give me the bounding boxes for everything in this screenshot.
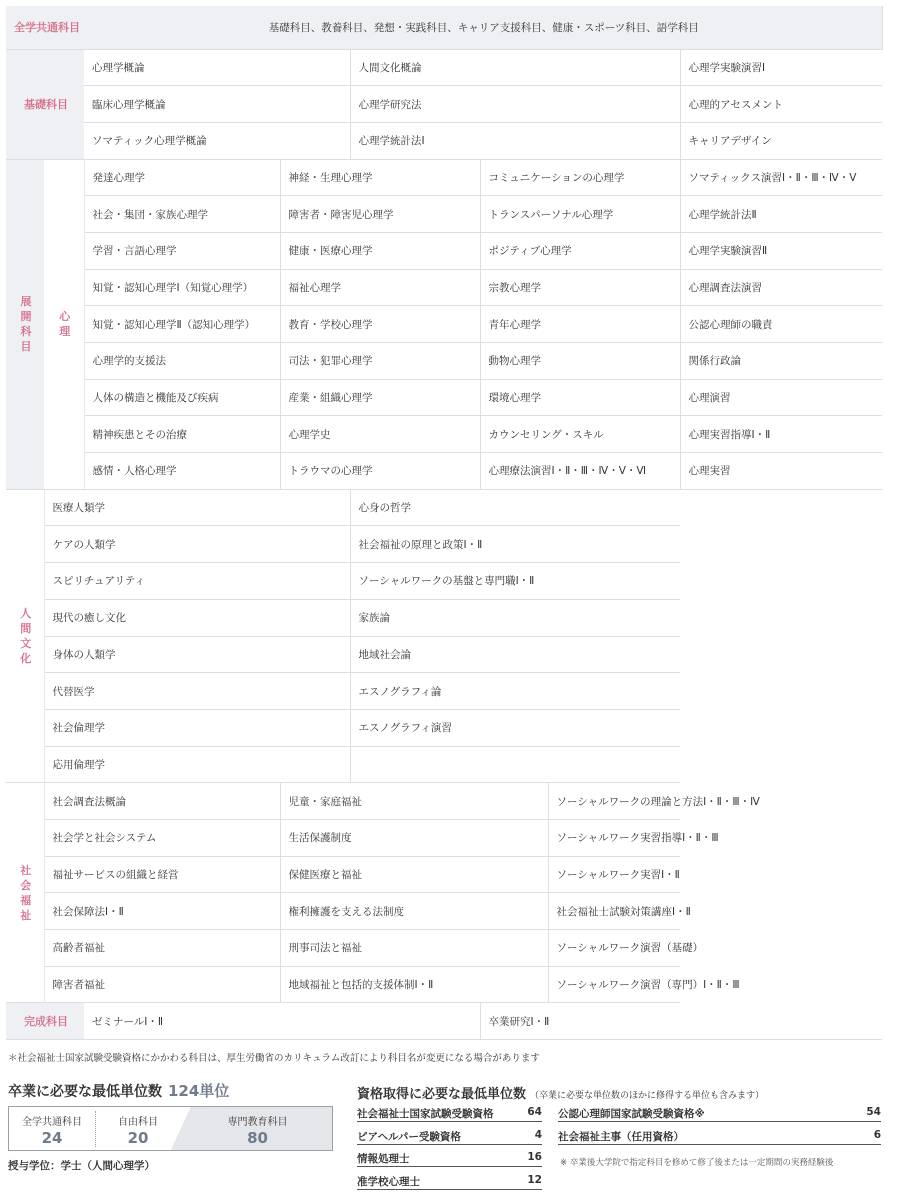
course: 社会福祉士試験対策講座Ⅰ・Ⅱ bbox=[548, 893, 680, 930]
course: 障害者・障害児心理学 bbox=[280, 196, 480, 233]
course-row bbox=[6, 819, 882, 856]
qualification-name: ピアヘルパー受験資格 bbox=[357, 1130, 461, 1143]
course: ケアの人類学 bbox=[44, 526, 350, 563]
course: 心理的アセスメント bbox=[680, 86, 882, 123]
course: ソーシャルワークの理論と方法Ⅰ・Ⅱ・Ⅲ・Ⅳ bbox=[548, 783, 680, 820]
course: 心理調査法演習 bbox=[680, 269, 882, 306]
course-row bbox=[6, 636, 882, 673]
course-row bbox=[6, 783, 882, 820]
qualification-units: 16 bbox=[527, 1151, 542, 1163]
course: 社会学と社会システム bbox=[44, 819, 280, 856]
course-row bbox=[6, 379, 882, 416]
unit-value: 80 bbox=[247, 1129, 268, 1147]
common-row bbox=[6, 6, 882, 49]
course: 心理実習指導Ⅰ・Ⅱ bbox=[680, 416, 882, 453]
course: 地域社会論 bbox=[350, 636, 680, 673]
course: 代替医学 bbox=[44, 673, 350, 710]
completion-label: 完成科目 bbox=[6, 1003, 84, 1040]
qualification-row bbox=[357, 1172, 542, 1190]
course: 福祉サービスの組織と経営 bbox=[44, 856, 280, 893]
course: 生活保護制度 bbox=[280, 819, 548, 856]
quals-note: ※ 卒業後大学院で指定科目を修めて修了後または一定期間の実務経験後 bbox=[560, 1158, 834, 1168]
curriculum-table bbox=[6, 6, 883, 1040]
course-row bbox=[6, 196, 882, 233]
quals-title: 資格取得に必要な最低単位数 bbox=[357, 1087, 527, 1102]
degree-text: 授与学位：学士（人間心理学） bbox=[8, 1160, 155, 1172]
course-row bbox=[6, 709, 882, 746]
course-row bbox=[6, 563, 882, 600]
course: 知覚・認知心理学Ⅰ（知覚心理学） bbox=[84, 269, 280, 306]
course: 権利擁護を支える法制度 bbox=[280, 893, 548, 930]
course: スピリチュアリティ bbox=[44, 563, 350, 600]
welfare-label: 社 会 福 祉 bbox=[6, 783, 44, 1003]
qualification-name: 准学校心理士 bbox=[357, 1175, 420, 1188]
common-text: 基礎科目、教養科目、発想・実践科目、キャリア支援科目、健康・スポーツ科目、語学科目 bbox=[84, 6, 882, 49]
course-row bbox=[6, 746, 882, 783]
course: 卒業研究Ⅰ・Ⅱ bbox=[480, 1003, 882, 1040]
advanced-label: 展 開 科 目 bbox=[6, 159, 44, 489]
course: 臨床心理学概論 bbox=[84, 86, 350, 123]
course-row bbox=[6, 343, 882, 380]
course: 関係行政論 bbox=[680, 343, 882, 380]
course: 環境心理学 bbox=[480, 379, 680, 416]
quals-subtitle: （卒業に必要な単位数のほかに修得する単位も含みます） bbox=[530, 1091, 765, 1101]
unit-value: 20 bbox=[127, 1129, 149, 1147]
course: 社会倫理学 bbox=[44, 709, 350, 746]
course: 心理学実験演習Ⅰ bbox=[680, 49, 882, 86]
grad-heading bbox=[8, 1080, 229, 1101]
qualification-units: 6 bbox=[873, 1128, 881, 1141]
common-label: 全学共通科目 bbox=[6, 6, 84, 49]
unit-cell-common bbox=[9, 1107, 95, 1150]
course: 社会保障法Ⅰ・Ⅱ bbox=[44, 893, 280, 930]
course: 心理学的支援法 bbox=[84, 343, 280, 380]
grad-total: 124単位 bbox=[168, 1082, 230, 1100]
course: 身体の人類学 bbox=[44, 636, 350, 673]
course: ソーシャルワーク演習（基礎） bbox=[548, 930, 680, 967]
course: 社会調査法概論 bbox=[44, 783, 280, 820]
course: 児童・家庭福祉 bbox=[280, 783, 548, 820]
course-row bbox=[6, 526, 882, 563]
course-row bbox=[6, 930, 882, 967]
course-row bbox=[6, 416, 882, 453]
course: 刑事司法と福祉 bbox=[280, 930, 548, 967]
course: 心理実習 bbox=[680, 453, 882, 490]
course: ソーシャルワークの基盤と専門職Ⅰ・Ⅱ bbox=[350, 563, 680, 600]
course-row bbox=[6, 159, 882, 196]
qualification-name: 公認心理師国家試験受験資格※ bbox=[558, 1108, 705, 1120]
course-row bbox=[6, 306, 882, 343]
basic-label: 基礎科目 bbox=[6, 49, 84, 159]
course: 心理学史 bbox=[280, 416, 480, 453]
course: 宗教心理学 bbox=[480, 269, 680, 306]
qualification-units: 4 bbox=[534, 1128, 542, 1141]
course: 高齢者福祉 bbox=[44, 930, 280, 967]
course: 心理演習 bbox=[680, 379, 882, 416]
course-row bbox=[6, 269, 882, 306]
basic-row bbox=[6, 86, 882, 123]
course: コミュニケーションの心理学 bbox=[480, 159, 680, 196]
qualification-units: 64 bbox=[527, 1106, 542, 1118]
course: 公認心理師の職責 bbox=[680, 306, 882, 343]
qualification-row bbox=[558, 1104, 881, 1122]
course bbox=[350, 746, 680, 783]
course: 精神疾患とその治療 bbox=[84, 416, 280, 453]
course: 知覚・認知心理学Ⅱ（認知心理学） bbox=[84, 306, 280, 343]
qualification-row bbox=[357, 1127, 542, 1145]
course: 医療人類学 bbox=[44, 489, 350, 526]
unit-label: 専門教育科目 bbox=[227, 1117, 288, 1128]
basic-row bbox=[6, 122, 882, 159]
course: 発達心理学 bbox=[84, 159, 280, 196]
course: 人間文化概論 bbox=[350, 49, 680, 86]
course: 心理学統計法Ⅰ bbox=[350, 122, 680, 159]
course: 人体の構造と機能及び疾病 bbox=[84, 379, 280, 416]
course-row bbox=[6, 893, 882, 930]
course: 心理療法演習Ⅰ・Ⅱ・Ⅲ・Ⅳ・Ⅴ・Ⅵ bbox=[480, 453, 680, 490]
course: 教育・学校心理学 bbox=[280, 306, 480, 343]
course: ソマティックス演習Ⅰ・Ⅱ・Ⅲ・Ⅳ・Ⅴ bbox=[680, 159, 882, 196]
unit-cell-major bbox=[181, 1107, 334, 1150]
course: 学習・言語心理学 bbox=[84, 232, 280, 269]
unit-label: 自由科目 bbox=[118, 1117, 158, 1128]
course: 心身の哲学 bbox=[350, 489, 680, 526]
course: 家族論 bbox=[350, 599, 680, 636]
course: 保健医療と福祉 bbox=[280, 856, 548, 893]
course: 福祉心理学 bbox=[280, 269, 480, 306]
course: ソーシャルワーク演習（専門）Ⅰ・Ⅱ・Ⅲ bbox=[548, 966, 680, 1003]
course-row bbox=[6, 673, 882, 710]
course: 感情・人格心理学 bbox=[84, 453, 280, 490]
course: 障害者福祉 bbox=[44, 966, 280, 1003]
course: ソーシャルワーク実習指導Ⅰ・Ⅱ・Ⅲ bbox=[548, 819, 680, 856]
basic-row bbox=[6, 49, 882, 86]
course: ソーシャルワーク実習Ⅰ・Ⅱ bbox=[548, 856, 680, 893]
course: 現代の癒し文化 bbox=[44, 599, 350, 636]
quals-heading bbox=[357, 1083, 764, 1102]
qualification-row bbox=[558, 1127, 881, 1145]
course-row bbox=[6, 489, 882, 526]
qualification-name: 社会福祉士国家試験受験資格 bbox=[357, 1108, 494, 1120]
course: カウンセリング・スキル bbox=[480, 416, 680, 453]
course: ポジティブ心理学 bbox=[480, 232, 680, 269]
course: 心理学統計法Ⅱ bbox=[680, 196, 882, 233]
culture-label: 人 間 文 化 bbox=[6, 489, 44, 783]
footnote: ＊社会福祉士国家試験受験資格にかかわる科目は、厚生労働省のカリキュラム改訂により科目名が変更になる場合があります bbox=[8, 1053, 540, 1064]
unit-value: 24 bbox=[41, 1129, 63, 1147]
course-row bbox=[6, 232, 882, 269]
course: トランスパーソナル心理学 bbox=[480, 196, 680, 233]
course: 健康・医療心理学 bbox=[280, 232, 480, 269]
course: 地域福祉と包括的支援体制Ⅰ・Ⅱ bbox=[280, 966, 548, 1003]
course: 応用倫理学 bbox=[44, 746, 350, 783]
qualification-name: 社会福祉主事（任用資格） bbox=[558, 1130, 684, 1143]
completion-row bbox=[6, 1003, 882, 1040]
qualification-units: 54 bbox=[866, 1106, 881, 1118]
course-row bbox=[6, 599, 882, 636]
unit-cell-free bbox=[95, 1107, 181, 1150]
course: 心理学研究法 bbox=[350, 86, 680, 123]
course: 青年心理学 bbox=[480, 306, 680, 343]
qualification-row bbox=[357, 1104, 542, 1122]
grad-units-box bbox=[8, 1106, 333, 1151]
course: エスノグラフィ論 bbox=[350, 673, 680, 710]
course: 産業・組織心理学 bbox=[280, 379, 480, 416]
course: ゼミナールⅠ・Ⅱ bbox=[84, 1003, 480, 1040]
course: 社会福祉の原理と政策Ⅰ・Ⅱ bbox=[350, 526, 680, 563]
course: ソマティック心理学概論 bbox=[84, 122, 350, 159]
course: 社会・集団・家族心理学 bbox=[84, 196, 280, 233]
course: 神経・生理心理学 bbox=[280, 159, 480, 196]
qualification-units: 12 bbox=[527, 1173, 542, 1186]
psych-label: 心 理 bbox=[44, 159, 84, 489]
grad-title: 卒業に必要な最低単位数 bbox=[8, 1084, 162, 1100]
course: エスノグラフィ演習 bbox=[350, 709, 680, 746]
course: キャリアデザイン bbox=[680, 122, 882, 159]
course: 心理学実験演習Ⅱ bbox=[680, 232, 882, 269]
course: 動物心理学 bbox=[480, 343, 680, 380]
course-row bbox=[6, 453, 882, 490]
course: 司法・犯罪心理学 bbox=[280, 343, 480, 380]
qualification-name: 情報処理士 bbox=[357, 1153, 410, 1165]
course-row bbox=[6, 856, 882, 893]
course-row bbox=[6, 966, 882, 1003]
qualification-row bbox=[357, 1149, 542, 1167]
unit-label: 全学共通科目 bbox=[22, 1117, 82, 1128]
course: 心理学概論 bbox=[84, 49, 350, 86]
course: トラウマの心理学 bbox=[280, 453, 480, 490]
